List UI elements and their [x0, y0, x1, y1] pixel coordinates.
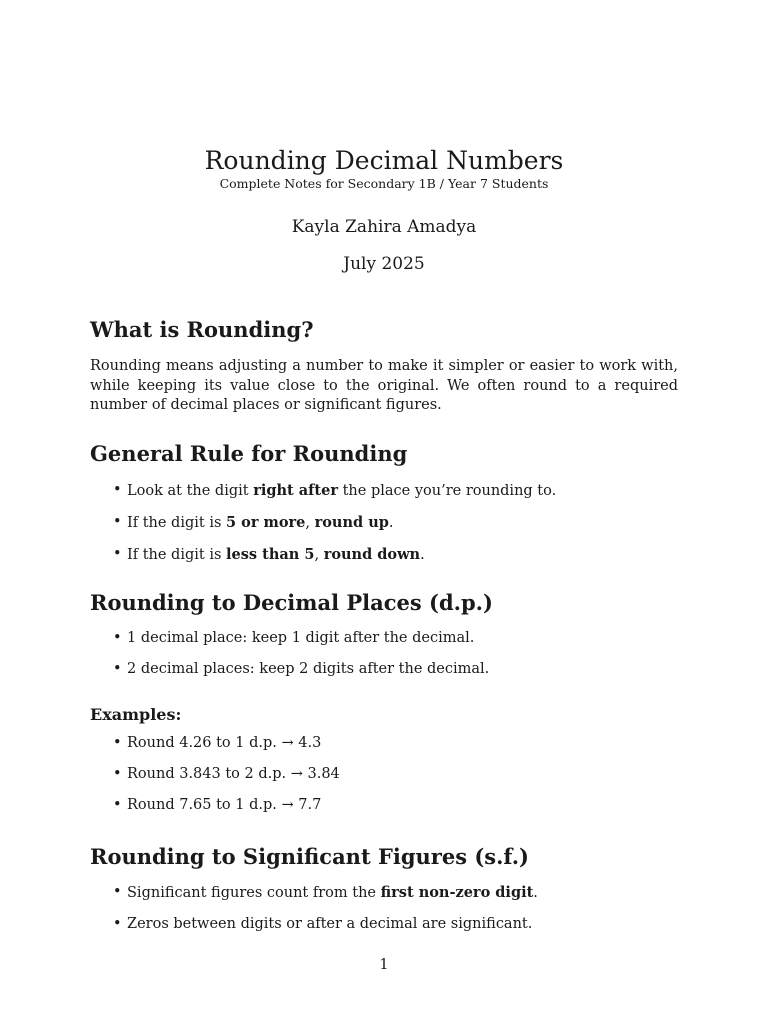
bullet-icon: •: [113, 514, 122, 531]
examples-list: [90, 734, 678, 828]
list-item: • 2 decimal places: keep 2 digits after the decimal.: [113, 661, 490, 678]
general-rule-list: [90, 481, 678, 578]
bullet-icon: •: [113, 661, 122, 678]
list-item: • If the digit is 5 or more, round up.: [113, 514, 394, 532]
document-subtitle: Complete Notes for Secondary 1B / Year 7 Students: [219, 176, 549, 191]
bullet-icon: •: [113, 916, 122, 933]
section-heading-decimal-places: Rounding to Decimal Places (d.p.): [90, 590, 493, 615]
list-item: • Zeros between digits or after a decimal are significant.: [113, 916, 533, 933]
list-item: • Round 7.65 to 1 d.p. → 7.7: [113, 797, 322, 814]
significant-figures-list: [90, 883, 678, 946]
bullet-icon: •: [113, 766, 122, 783]
bullet-icon: •: [113, 630, 122, 646]
page-number: 1: [379, 957, 389, 973]
document-date: July 2025: [343, 254, 425, 274]
section-paragraph-what-is-rounding: Rounding means adjusting a number to make it simpler or easier to work with, while keeping its value close to the original. We often round to a required number of decimal places or significant figures.: [90, 358, 678, 413]
list-item: • Significant figures count from the first non-zero digit.: [113, 884, 538, 901]
bullet-icon: •: [113, 884, 122, 900]
section-heading-general-rule: General Rule for Rounding: [90, 441, 408, 466]
document-author: Kayla Zahira Amadya: [291, 217, 477, 237]
decimal-places-list: [90, 629, 678, 691]
bullet-icon: •: [113, 482, 122, 498]
list-item: • 1 decimal place: keep 1 digit after the decimal.: [113, 630, 475, 646]
bullet-icon: •: [113, 797, 122, 814]
document-title: Rounding Decimal Numbers: [204, 146, 564, 175]
list-item: • If the digit is less than 5, round down.: [113, 546, 425, 564]
section-heading-significant-figures: Rounding to Significant Figures (s.f.): [90, 844, 529, 869]
examples-heading: Examples:: [90, 705, 182, 724]
list-item: • Round 3.843 to 2 d.p. → 3.84: [113, 766, 340, 783]
section-heading-what-is-rounding: What is Rounding?: [90, 317, 314, 342]
bullet-icon: •: [113, 735, 122, 751]
bullet-icon: •: [113, 546, 122, 563]
list-item: • Look at the digit right after the place you’re rounding to.: [113, 482, 557, 499]
list-item: • Round 4.26 to 1 d.p. → 4.3: [113, 735, 322, 751]
